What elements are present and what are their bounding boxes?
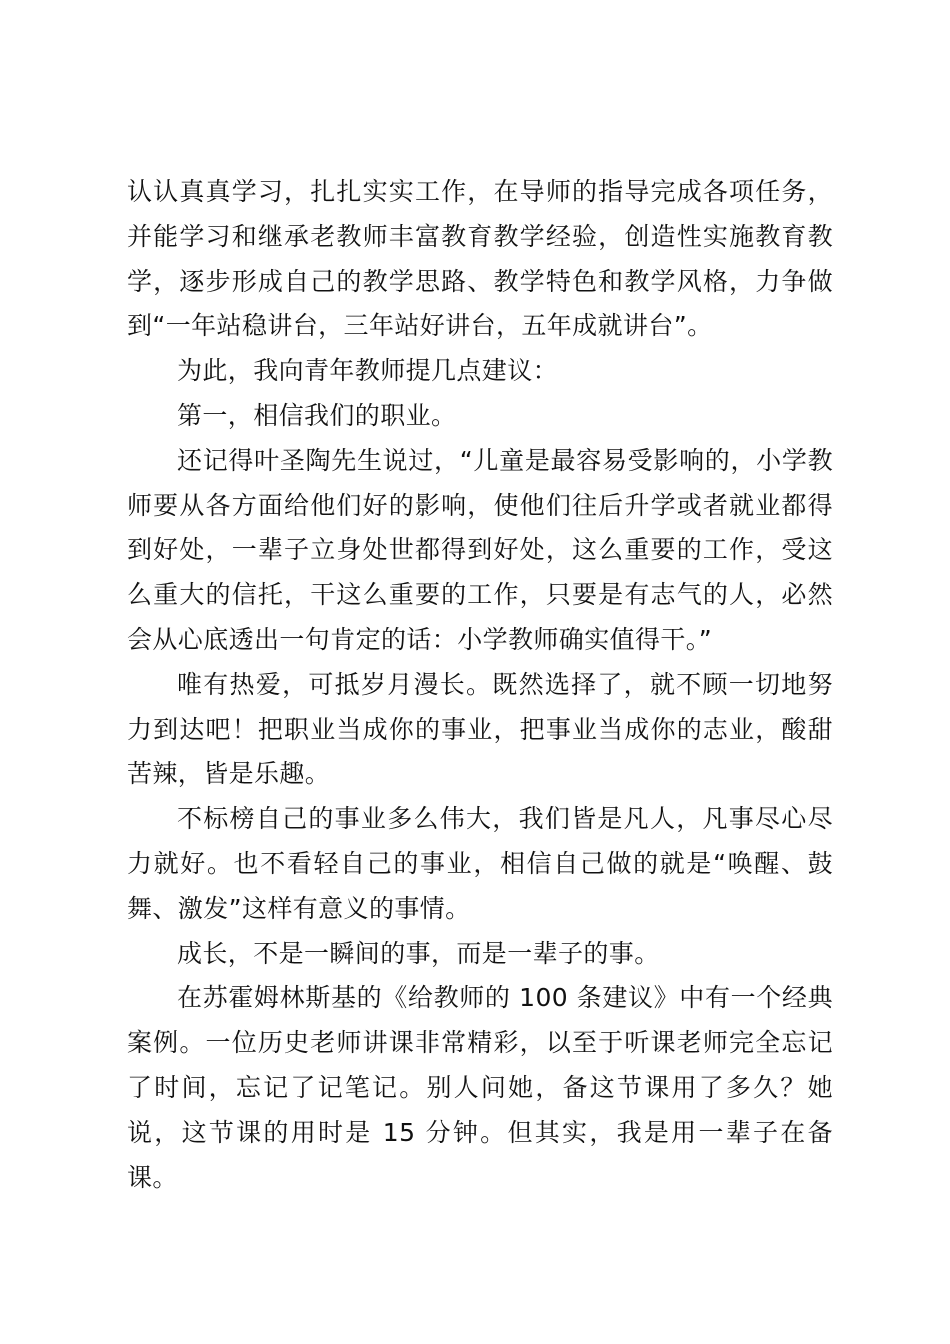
paragraph-growth: 成长，不是一瞬间的事，而是一辈子的事。 (177, 938, 660, 968)
paragraph-continuation: 认认真真学习，扎扎实实工作，在导师的指导完成各项任务，并能学习和继承老教师丰富教育教学经验，创造性实施教育教学，逐步形成自己的教学思路、教学特色和教学风格，力争做到“一年站稳讲台，三年站好讲台，五年成就讲台”。 (127, 177, 833, 341)
paragraph-ye-shengtao-quote: 还记得叶圣陶先生说过，“儿童是最容易受影响的，小学教师要从各方面给他们好的影响，使他们往后升学或者就业都得到好处，一辈子立身处世都得到好处，这么重要的工作，受这么重大的信托，干这么重要的工作，只要是有志气的人，必然会从心底透出一句肯定的话：小学教师确实值得干。” (127, 445, 833, 654)
paragraph-sukhomlinsky-case: 在苏霍姆林斯基的《给教师的 100 条建议》中有一个经典案例。一位历史老师讲课非常精彩，以至于听课老师完全忘记了时间，忘记了记笔记。别人问她，备这节课用了多久？她说，这节课的用时是 15 分钟。但其实，我是用一辈子在备课。 (127, 983, 833, 1192)
paragraph-suggestions-intro: 为此，我向青年教师提几点建议： (177, 356, 559, 386)
paragraph-passion: 唯有热爱，可抵岁月漫长。既然选择了，就不顾一切地努力到达吧！把职业当成你的事业，把事业当成你的志业，酸甜苦辣，皆是乐趣。 (127, 669, 833, 789)
paragraph-ordinary-people: 不标榜自己的事业多么伟大，我们皆是凡人，凡事尽心尽力就好。也不看轻自己的事业，相信自己做的就是“唤醒、鼓舞、激发”这样有意义的事情。 (127, 804, 833, 923)
document-body (127, 170, 833, 1200)
paragraph-first-point: 第一，相信我们的职业。 (177, 400, 457, 430)
